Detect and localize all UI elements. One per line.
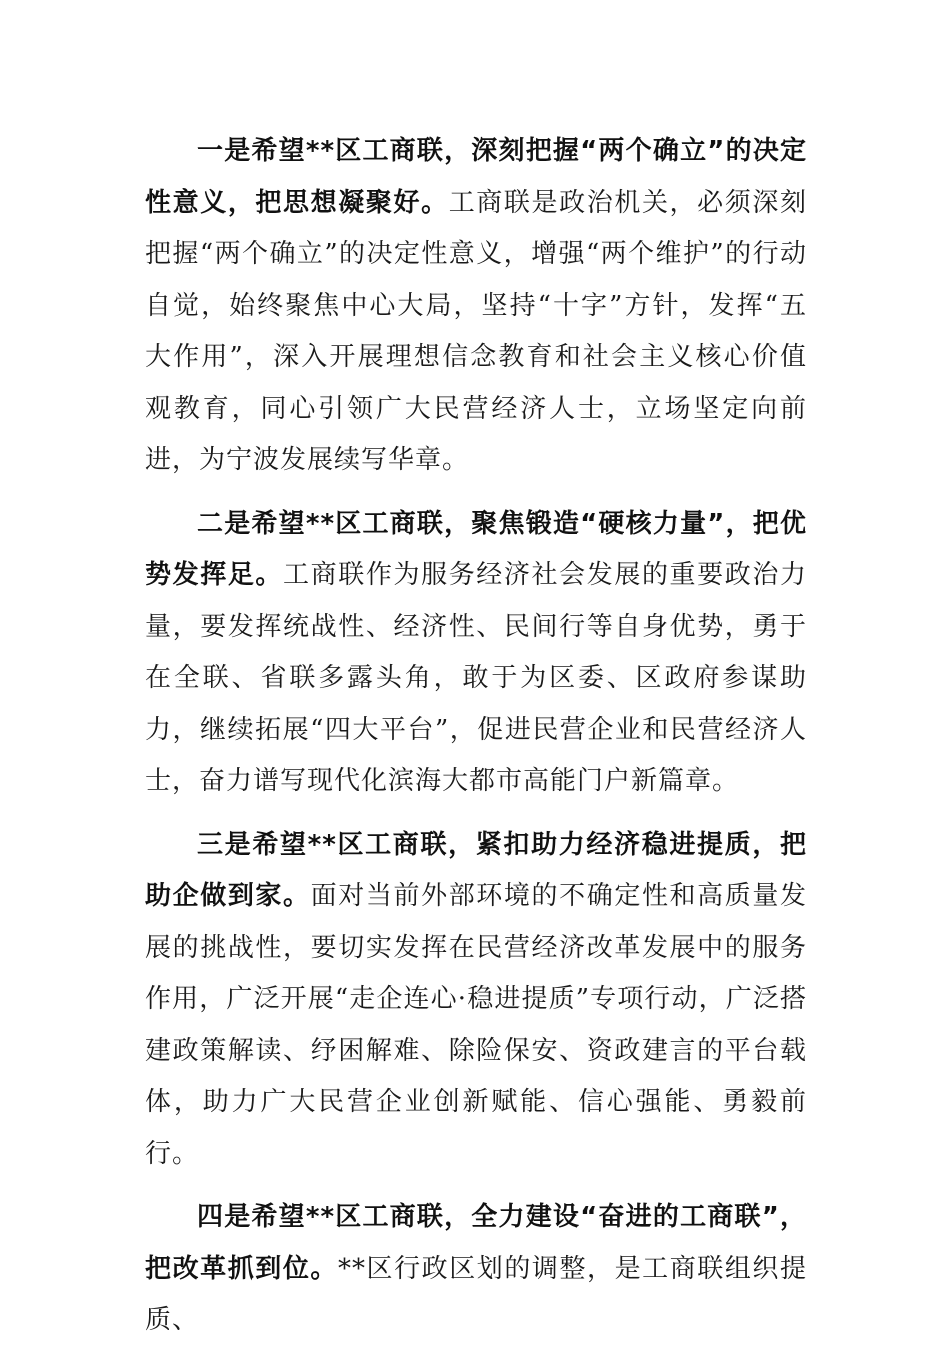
paragraph-3 [145,820,807,1181]
paragraph-4 [145,1192,807,1347]
paragraph-1-lead: 一是希望**区工商联，深刻把握“两个确立”的决定性意义，把思想凝聚好。 [145,136,807,218]
paragraph-1 [145,126,807,487]
paragraph-4-lead: 四是希望**区工商联，全力建设“奋进的工商联”，把改革抓到位。 [145,1202,807,1284]
paragraph-3-body: 面对当前外部环境的不确定性和高质量发展的挑战性，要切实发挥在民营经济改革发展中的服务作用，广泛开展“走企连心·稳进提质”专项行动，广泛搭建政策解读、纾困解难、除险保安、资政建言的平台载体，助力广大民营企业创新赋能、信心强能、勇毅前行。 [145,881,807,1169]
paragraph-1-body: 工商联是政治机关，必须深刻把握“两个确立”的决定性意义，增强“两个维护”的行动自觉，始终聚焦中心大局，坚持“十字”方针，发挥“五大作用”，深入开展理想信念教育和社会主义核心价值观教育，同心引领广大民营经济人士，立场坚定向前进，为宁波发展续写华章。 [145,187,807,475]
paragraph-2-body: 工商联作为服务经济社会发展的重要政治力量，要发挥统战性、经济性、民间行等自身优势，勇于在全联、省联多露头角，敢于为区委、区政府参谋助力，继续拓展“四大平台”，促进民营企业和民营经济人士，奋力谱写现代化滨海大都市高能门户新篇章。 [145,560,807,796]
paragraph-3-lead: 三是希望**区工商联，紧扣助力经济稳进提质，把助企做到家。 [145,829,807,911]
paragraph-4-body: **区行政区划的调整，是工商联组织提质、 [145,1253,807,1335]
paragraph-2 [145,499,807,808]
document-body [145,126,807,1359]
paragraph-2-lead: 二是希望**区工商联，聚焦锻造“硬核力量”，把优势发挥足。 [145,508,807,590]
